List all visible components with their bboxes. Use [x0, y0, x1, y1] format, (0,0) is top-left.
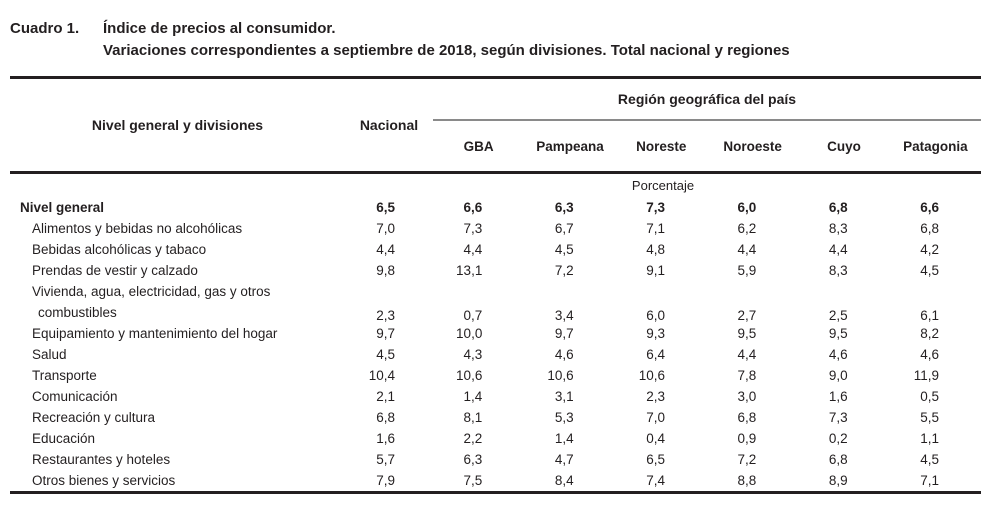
- col-header-region-noreste: Noreste: [616, 120, 707, 173]
- col-header-region-cuyo: Cuyo: [798, 120, 889, 173]
- value-cell: 9,1: [646, 263, 665, 278]
- table-row: [10, 197, 981, 218]
- value-cell: 4,5: [920, 452, 939, 467]
- value-cell: 6,0: [646, 308, 665, 323]
- value-cell: 5,5: [920, 410, 939, 425]
- row-label: Prendas de vestir y calzado: [32, 263, 198, 278]
- unit-row-spacer: [10, 173, 345, 198]
- value-cell: 8,3: [828, 263, 848, 278]
- value-cell: 10,4: [368, 368, 395, 383]
- value-cell: 1,4: [554, 431, 574, 446]
- value-cell: 7,0: [376, 221, 395, 236]
- table-number: Cuadro 1.: [10, 20, 80, 37]
- value-cell: 10,6: [456, 368, 483, 383]
- value-cell: 6,6: [463, 200, 483, 215]
- value-cell: 7,3: [828, 410, 848, 425]
- value-cell: 8,4: [554, 473, 574, 488]
- value-cell: 6,4: [646, 347, 665, 362]
- value-cell: 6,0: [737, 200, 757, 215]
- value-cell: 2,2: [463, 431, 483, 446]
- title-text: [103, 18, 981, 62]
- value-cell: 8,1: [463, 410, 483, 425]
- value-cell: 9,0: [828, 368, 848, 383]
- unit-label: Porcentaje: [631, 178, 695, 193]
- value-cell: 5,9: [737, 263, 757, 278]
- value-cell: 0,5: [920, 389, 939, 404]
- row-label: Bebidas alcohólicas y tabaco: [32, 242, 207, 257]
- value-cell: 5,3: [554, 410, 574, 425]
- value-cell: 10,6: [638, 368, 665, 383]
- table-row: [10, 407, 981, 428]
- value-cell: 4,6: [554, 347, 574, 362]
- value-cell: 8,8: [737, 473, 757, 488]
- value-cell: 0,7: [463, 308, 483, 323]
- value-cell: 7,2: [737, 452, 757, 467]
- value-cell: 4,4: [376, 242, 395, 257]
- value-cell: 4,7: [554, 452, 574, 467]
- value-cell: 6,1: [920, 308, 939, 323]
- value-cell: 2,7: [737, 308, 757, 323]
- value-cell: 7,3: [463, 221, 483, 236]
- value-cell: 7,0: [646, 410, 665, 425]
- page-title: [10, 18, 981, 62]
- value-cell: 8,3: [828, 221, 848, 236]
- value-cell: 3,1: [554, 389, 574, 404]
- value-cell: 7,9: [376, 473, 395, 488]
- row-label: Transporte: [32, 368, 97, 383]
- value-cell: 9,5: [828, 326, 848, 341]
- table-row: [10, 386, 981, 407]
- value-cell: 1,4: [463, 389, 483, 404]
- value-cell: 0,9: [737, 431, 757, 446]
- row-label: Restaurantes y hoteles: [32, 452, 171, 467]
- value-cell: 4,8: [646, 242, 665, 257]
- value-cell: 10,0: [456, 326, 483, 341]
- value-cell: 13,1: [456, 263, 483, 278]
- table-body: [10, 173, 981, 493]
- title-line-1: Índice de precios al consumidor.: [103, 20, 336, 37]
- value-cell: 4,4: [463, 242, 483, 257]
- table-row: [10, 239, 981, 260]
- value-cell: 6,8: [920, 221, 939, 236]
- value-cell: 2,3: [376, 308, 395, 323]
- value-cell: 5,7: [376, 452, 395, 467]
- value-cell: 9,5: [737, 326, 757, 341]
- table-row: [10, 344, 981, 365]
- value-cell: 7,8: [737, 368, 757, 383]
- table-row: [10, 470, 981, 493]
- row-label-line-2: combustibles: [38, 305, 117, 320]
- row-label: Equipamiento y mantenimiento del hogar: [32, 326, 278, 341]
- value-cell: 7,1: [646, 221, 665, 236]
- value-cell: 6,8: [737, 410, 757, 425]
- unit-row: [10, 173, 981, 198]
- col-header-region-noroeste: Noroeste: [707, 120, 798, 173]
- value-cell: 7,2: [554, 263, 574, 278]
- value-cell: 8,2: [920, 326, 939, 341]
- value-cell: 6,5: [646, 452, 665, 467]
- row-label: [10, 281, 345, 323]
- col-header-nacional: Nacional: [345, 78, 433, 173]
- row-label: Salud: [32, 347, 67, 362]
- value-cell: 4,5: [376, 347, 395, 362]
- table-header: [10, 78, 981, 173]
- value-cell: 4,2: [920, 242, 939, 257]
- value-cell: 4,4: [737, 242, 757, 257]
- value-cell: 4,6: [920, 347, 939, 362]
- value-cell: 8,9: [828, 473, 848, 488]
- table-row: [10, 428, 981, 449]
- value-cell: 0,2: [828, 431, 848, 446]
- table-row: [10, 281, 981, 323]
- row-label-line-1: Vivienda, agua, electricidad, gas y otros: [32, 284, 271, 299]
- title-line-2: Variaciones correspondientes a septiembre de 2018, según divisiones. Total nacional y regiones: [103, 42, 790, 59]
- value-cell: 9,7: [554, 326, 574, 341]
- row-label: Educación: [32, 431, 96, 446]
- value-cell: 4,3: [463, 347, 483, 362]
- value-cell: 0,4: [646, 431, 665, 446]
- col-header-region-gba: GBA: [433, 120, 524, 173]
- col-header-divisions: Nivel general y divisiones: [10, 78, 345, 173]
- value-cell: 6,8: [376, 410, 395, 425]
- value-cell: 6,3: [554, 200, 574, 215]
- value-cell: 2,1: [376, 389, 395, 404]
- value-cell: 1,6: [828, 389, 848, 404]
- value-cell: 7,1: [920, 473, 939, 488]
- value-cell: 3,0: [737, 389, 757, 404]
- value-cell: 7,4: [646, 473, 665, 488]
- value-cell: 3,4: [554, 308, 574, 323]
- value-cell: 6,8: [828, 200, 848, 215]
- value-cell: 6,8: [828, 452, 848, 467]
- col-header-region-pampeana: Pampeana: [524, 120, 615, 173]
- row-label: Recreación y cultura: [32, 410, 156, 425]
- value-cell: 6,6: [920, 200, 939, 215]
- table-row: [10, 218, 981, 239]
- value-cell: 10,6: [547, 368, 574, 383]
- value-cell: 4,5: [920, 263, 939, 278]
- col-header-region-patagonia: Patagonia: [890, 120, 981, 173]
- value-cell: 9,8: [376, 263, 395, 278]
- value-cell: 4,5: [554, 242, 574, 257]
- value-cell: 6,3: [463, 452, 483, 467]
- row-label: Comunicación: [32, 389, 118, 404]
- value-cell: 4,6: [828, 347, 848, 362]
- value-cell: 6,7: [554, 221, 574, 236]
- table-row: [10, 365, 981, 386]
- table-row: [10, 260, 981, 281]
- value-cell: 4,4: [828, 242, 848, 257]
- table-row: [10, 323, 981, 344]
- row-label: Alimentos y bebidas no alcohólicas: [32, 221, 243, 236]
- value-cell: 11,9: [913, 368, 939, 383]
- row-label: Otros bienes y servicios: [32, 473, 176, 488]
- value-cell: 2,3: [646, 389, 665, 404]
- table-row: [10, 449, 981, 470]
- ipc-table: [10, 76, 981, 494]
- value-cell: 7,5: [463, 473, 483, 488]
- row-label: Nivel general: [20, 200, 105, 215]
- value-cell: 9,3: [646, 326, 665, 341]
- value-cell: 4,4: [737, 347, 757, 362]
- value-cell: 2,5: [828, 308, 848, 323]
- value-cell: 1,1: [920, 431, 939, 446]
- value-cell: 6,5: [376, 200, 395, 215]
- value-cell: 7,3: [646, 200, 665, 215]
- value-cell: 9,7: [376, 326, 395, 341]
- value-cell: 6,2: [737, 221, 757, 236]
- value-cell: 1,6: [376, 431, 395, 446]
- col-header-region-group: Región geográfica del país: [433, 78, 981, 121]
